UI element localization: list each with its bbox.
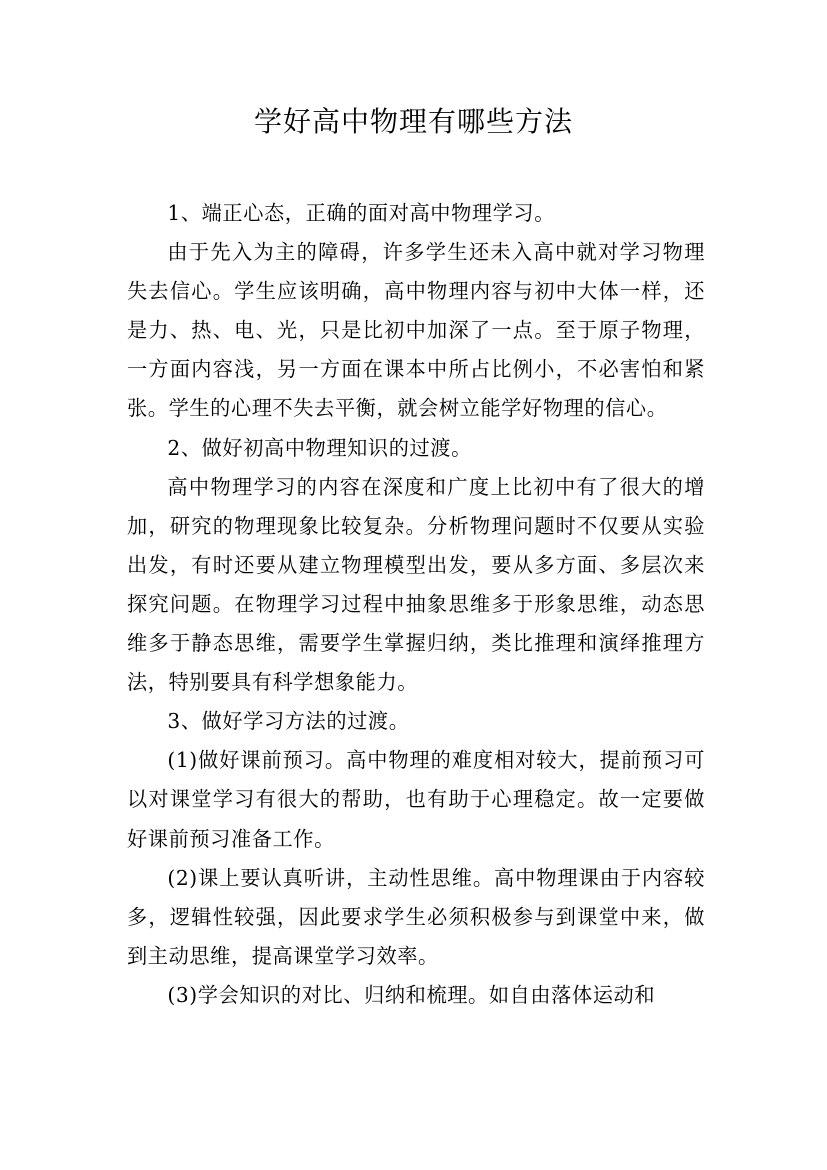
paragraph: (2)课上要认真听讲，主动性思维。高中物理课由于内容较多，逻辑性较强，因此要求学生必须积极参与到课堂中来，做到主动思维，提高课堂学习效率。 [127, 865, 705, 968]
section-heading-3: 3、做好学习方法的过渡。 [167, 709, 410, 734]
paragraph: 由于先入为主的障碍，许多学生还未入高中就对学习物理失去信心。学生应该明确，高中物理内容与初中大体一样，还是力、热、电、光，只是比初中加深了一点。至于原子物理，一方面内容浅，另一方面在课本中所占比例小，不必害怕和紧张。学生的心理不失去平衡，就会树立能学好物理的信心。 [127, 240, 705, 421]
document-title: 学好高中物理有哪些方法 [253, 105, 573, 138]
section-heading-1: 1、端正心态，正确的面对高中物理学习。 [167, 201, 556, 225]
document-body [127, 194, 705, 1015]
paragraph: 高中物理学习的内容在深度和广度上比初中有了很大的增加，研究的物理现象比较复杂。分析物理问题时不仅要从实验出发，有时还要从建立物理模型出发，要从多方面、多层次来探究问题。在物理学习过程中抽象思维多于形象思维，动态思维多于静态思维，需要学生掌握归纳，类比推理和演绎推理方法，特别要具有科学想象能力。 [127, 474, 705, 695]
paragraph: (1)做好课前预习。高中物理的难度相对较大，提前预习可以对课堂学习有很大的帮助，也有助于心理稳定。故一定要做好课前预习准备工作。 [127, 748, 705, 851]
section-heading-2: 2、做好初高中物理知识的过渡。 [167, 435, 472, 460]
paragraph: (3)学会知识的对比、归纳和梳理。如自由落体运动和 [167, 982, 656, 1007]
